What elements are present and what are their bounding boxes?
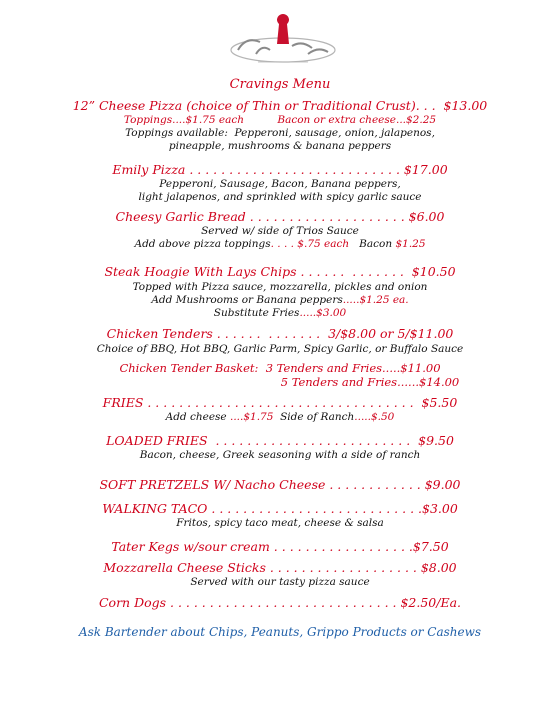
hoagie-desc-3 — [0, 307, 560, 320]
mozz-desc: Served with our tasty pizza sauce — [190, 576, 370, 588]
loaded-desc: Bacon, cheese, Greek seasoning with a side of ranch — [139, 449, 421, 461]
club-trio-logo — [228, 14, 338, 70]
toppings-available-2: pineapple, mushrooms & banana peppers — [168, 140, 392, 152]
fries-add-cheese: Add cheese — [165, 411, 227, 423]
hoagie-sub-price: .....$3.00 — [299, 307, 347, 319]
garlic-add-toppings: Add above pizza toppings — [134, 238, 271, 250]
tender-basket-1: Chicken Tender Basket: 3 Tenders and Fries.....$11.00 — [119, 361, 441, 375]
item-emily-pizza: Emily Pizza . . . . . . . . . . . . . . . . . . . . . . . . . . . $17.00 — [112, 162, 448, 177]
hoagie-desc-2 — [0, 294, 560, 307]
fries-cheese-price: ....$1.75 — [230, 411, 274, 423]
hoagie-sub: Substitute Fries — [213, 307, 300, 319]
item-steak-hoagie: Steak Hoagie With Lays Chips . . . . . . . . . . . . . $10.50 — [104, 264, 456, 279]
emily-desc-2: light jalapenos, and sprinkled with spicy garlic sauce — [138, 191, 422, 203]
item-mozzarella-sticks: Mozzarella Cheese Sticks . . . . . . . . . . . . . . . . . . . $8.00 — [103, 560, 457, 575]
toppings-available: Toppings available: Pepperoni, sausage, onion, jalapenos, — [125, 127, 435, 139]
garlic-desc-1: Served w/ side of Trios Sauce — [201, 225, 359, 237]
taco-desc: Fritos, spicy taco meat, cheese & salsa — [176, 517, 384, 529]
tender-basket-2: 5 Tenders and Fries......$14.00 — [280, 375, 460, 389]
garlic-bacon-price: $1.25 — [395, 238, 426, 250]
item-soft-pretzels: SOFT PRETZELS W/ Nacho Cheese . . . . . . . . . . . . $9.00 — [99, 477, 461, 492]
pizza-toppings-line — [0, 114, 560, 127]
item-tater-kegs: Tater Kegs w/sour cream . . . . . . . . . . . . . . . . . .$7.50 — [111, 539, 449, 554]
item-cheese-pizza: 12” Cheese Pizza (choice of Thin or Traditional Crust). . . $13.00 — [72, 98, 488, 113]
tenders-sauces: Choice of BBQ, Hot BBQ, Garlic Parm, Spicy Garlic, or Buffalo Sauce — [96, 343, 464, 355]
item-fries: FRIES . . . . . . . . . . . . . . . . . . . . . . . . . . . . . . . . . . $5.50 — [102, 395, 458, 410]
item-loaded-fries: LOADED FRIES . . . . . . . . . . . . . . . . . . . . . . . . . $9.50 — [106, 433, 454, 448]
garlic-topping-price: . . . . $.75 each — [270, 238, 350, 250]
menu-title: Cravings Menu — [229, 77, 331, 92]
garlic-bacon: Bacon — [359, 238, 393, 250]
hoagie-add-price: .....$1.25 ea. — [342, 294, 409, 306]
toppings-price: Toppings....$1.75 each — [123, 114, 244, 126]
item-cheesy-garlic-bread: Cheesy Garlic Bread . . . . . . . . . . . . . . . . . . . . $6.00 — [115, 209, 445, 224]
bacon-extra-price: Bacon or extra cheese...$2.25 — [277, 114, 437, 126]
fries-desc — [0, 411, 560, 424]
item-chicken-tenders: Chicken Tenders . . . . . . . . . . . . . 3/$8.00 or 5/$11.00 — [106, 326, 454, 341]
hoagie-add: Add Mushrooms or Banana peppers — [151, 294, 343, 306]
hoagie-desc-1: Topped with Pizza sauce, mozzarella, pickles and onion — [132, 281, 428, 293]
item-corn-dogs: Corn Dogs . . . . . . . . . . . . . . . . . . . . . . . . . . . . . $2.50/Ea. — [98, 595, 462, 610]
emily-desc-1: Pepperoni, Sausage, Bacon, Banana peppers, — [159, 178, 401, 190]
fries-ranch: Side of Ranch — [280, 411, 355, 423]
fries-ranch-price: .....$.50 — [354, 411, 395, 423]
item-walking-taco: WALKING TACO . . . . . . . . . . . . . . . . . . . . . . . . . . .$3.00 — [102, 501, 458, 516]
footer-note: Ask Bartender about Chips, Peanuts, Grippo Products or Cashews — [78, 625, 482, 639]
garlic-desc-2 — [0, 238, 560, 251]
